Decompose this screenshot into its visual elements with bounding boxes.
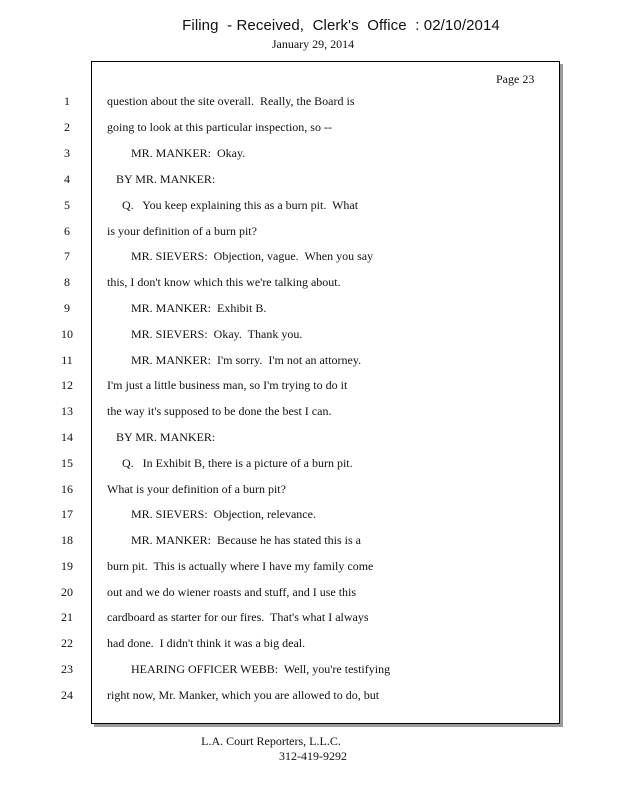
- line-text: burn pit. This is actually where I have my family come: [107, 559, 374, 573]
- line-text: BY MR. MANKER:: [107, 172, 216, 186]
- line-text: MR. MANKER: Because he has stated this is a: [107, 533, 361, 547]
- court-reporter-phone: 312-419-9292: [279, 749, 347, 763]
- transcript-line: [0, 661, 560, 677]
- line-number: 13: [61, 404, 73, 418]
- transcript-line: [0, 558, 560, 574]
- line-text: MR. SIEVERS: Okay. Thank you.: [107, 327, 303, 341]
- transcript-line: [0, 223, 560, 239]
- line-text: HEARING OFFICER WEBB: Well, you're testifying: [107, 662, 391, 676]
- line-number: 5: [64, 198, 70, 212]
- transcript-line: [0, 403, 560, 419]
- line-text: going to look at this particular inspection, so --: [107, 120, 332, 134]
- transcript-line: [0, 248, 560, 264]
- transcript-line: [0, 145, 560, 161]
- transcript-line: [0, 506, 560, 522]
- line-text: MR. SIEVERS: Objection, relevance.: [107, 507, 316, 521]
- transcript-line: [0, 532, 560, 548]
- line-text: MR. MANKER: I'm sorry. I'm not an attorney.: [107, 353, 362, 367]
- line-text: I'm just a little business man, so I'm trying to do it: [107, 378, 348, 392]
- line-text: BY MR. MANKER:: [107, 430, 216, 444]
- transcript-line: [0, 93, 560, 109]
- line-number: 20: [61, 585, 73, 599]
- line-text: question about the site overall. Really, the Board is: [107, 94, 355, 108]
- transcript-line: [0, 584, 560, 600]
- line-number: 16: [61, 482, 73, 496]
- transcript-date: January 29, 2014: [271, 37, 355, 51]
- line-number: 14: [61, 430, 73, 444]
- line-number: 11: [61, 353, 73, 367]
- line-text: MR. MANKER: Exhibit B.: [107, 301, 267, 315]
- line-text: Q. In Exhibit B, there is a picture of a burn pit.: [107, 456, 353, 470]
- transcript-line: [0, 687, 560, 703]
- line-text: right now, Mr. Manker, which you are allowed to do, but: [107, 688, 380, 702]
- page-number: Page 23: [496, 72, 535, 86]
- transcript-line: [0, 609, 560, 625]
- line-text: What is your definition of a burn pit?: [107, 482, 286, 496]
- court-reporter-firm: L.A. Court Reporters, L.L.C.: [201, 734, 341, 748]
- line-number: 10: [61, 327, 73, 341]
- line-number: 24: [61, 688, 73, 702]
- line-number: 7: [64, 249, 70, 263]
- line-number: 23: [61, 662, 73, 676]
- transcript-line: [0, 635, 560, 651]
- transcript-line: [0, 481, 560, 497]
- line-number: 15: [61, 456, 73, 470]
- line-text: is your definition of a burn pit?: [107, 224, 257, 238]
- transcript-line: [0, 326, 560, 342]
- line-text: cardboard as starter for our fires. That's what I always: [107, 610, 369, 624]
- transcript-line: [0, 377, 560, 393]
- line-number: 21: [61, 610, 73, 624]
- line-number: 22: [61, 636, 73, 650]
- transcript-line: [0, 119, 560, 135]
- transcript-line: [0, 429, 560, 445]
- line-number: 2: [64, 120, 70, 134]
- line-number: 3: [64, 146, 70, 160]
- line-number: 4: [64, 172, 70, 186]
- line-text: had done. I didn't think it was a big deal.: [107, 636, 306, 650]
- transcript-line: [0, 274, 560, 290]
- line-number: 1: [64, 94, 70, 108]
- line-text: this, I don't know which this we're talking about.: [107, 275, 341, 289]
- transcript-line: [0, 352, 560, 368]
- transcript-line: [0, 300, 560, 316]
- line-number: 6: [64, 224, 70, 238]
- line-text: out and we do wiener roasts and stuff, and I use this: [107, 585, 357, 599]
- line-number: 12: [61, 378, 73, 392]
- line-number: 17: [61, 507, 73, 521]
- line-number: 8: [64, 275, 70, 289]
- filing-stamp: Filing - Received, Clerk's Office : 02/10/2014: [182, 17, 500, 34]
- transcript-line: [0, 171, 560, 187]
- line-text: the way it's supposed to be done the best I can.: [107, 404, 332, 418]
- line-number: 19: [61, 559, 73, 573]
- transcript-line: [0, 197, 560, 213]
- line-number: 18: [61, 533, 73, 547]
- line-text: Q. You keep explaining this as a burn pit. What: [107, 198, 359, 212]
- line-text: MR. SIEVERS: Objection, vague. When you say: [107, 249, 374, 263]
- line-text: MR. MANKER: Okay.: [107, 146, 246, 160]
- transcript-line: [0, 455, 560, 471]
- line-number: 9: [64, 301, 70, 315]
